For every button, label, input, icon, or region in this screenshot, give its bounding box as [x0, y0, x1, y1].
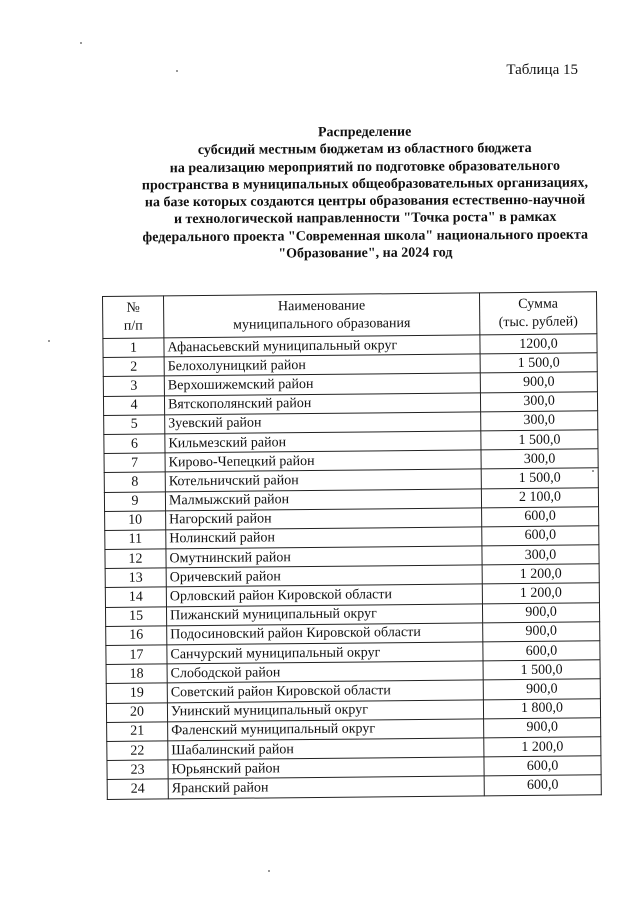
municipality-name: Юрьянский район [168, 757, 484, 779]
subsidy-amount: 600,0 [484, 756, 601, 776]
scan-speck [48, 340, 50, 342]
scan-speck [80, 42, 82, 44]
table-header-row [103, 292, 597, 339]
header-num-line1: № [126, 300, 140, 316]
row-number: 1 [103, 338, 164, 358]
header-sum [479, 292, 596, 335]
municipality-name: Зуевский район [165, 412, 481, 434]
header-num-line2: п/п [123, 318, 143, 334]
heading-line: субсидий местным бюджетам из областного бюджета [197, 141, 532, 159]
municipality-name: Шабалинский район [168, 738, 484, 760]
row-number: 16 [106, 626, 167, 646]
scan-speck [592, 470, 594, 472]
heading-line: федерального проекта "Современная школа" национального проекта [142, 227, 589, 246]
municipality-name: Вятскополянский район [164, 392, 480, 414]
subsidy-amount: 1 500,0 [481, 430, 598, 450]
row-number: 23 [107, 760, 168, 780]
row-number: 11 [105, 530, 166, 550]
subsidy-amount: 600,0 [482, 526, 599, 546]
subsidy-amount: 300,0 [481, 410, 598, 430]
header-sum-line2: (тыс. рублей) [498, 313, 578, 330]
subsidy-amount: 1200,0 [480, 334, 597, 354]
header-name-line2: муниципального образования [233, 315, 411, 333]
row-number: 15 [105, 607, 166, 627]
subsidy-amount: 900,0 [483, 622, 600, 642]
municipality-name: Унинский муниципальный округ [167, 699, 483, 721]
municipality-name: Слободской район [167, 661, 483, 683]
municipality-name: Орловский район Кировской области [166, 584, 482, 606]
scan-speck [176, 70, 178, 72]
municipality-name: Малмыжский район [165, 488, 481, 510]
municipality-name: Советский район Кировской области [167, 680, 483, 702]
subsidy-amount: 900,0 [482, 602, 599, 622]
heading-line: Распределение [317, 124, 412, 141]
subsidy-amount: 1 500,0 [480, 353, 597, 373]
subsidy-amount: 1 200,0 [484, 737, 601, 757]
table-number-label: Таблица 15 [506, 62, 578, 78]
municipality-name: Яранский район [168, 776, 484, 798]
header-name-line1: Наименование [277, 297, 366, 314]
row-number: 22 [107, 741, 168, 761]
subsidy-amount: 600,0 [484, 775, 601, 795]
row-number: 12 [105, 549, 166, 569]
header-name [164, 293, 480, 338]
subsidy-amount: 600,0 [483, 641, 600, 661]
subsidy-amount: 2 100,0 [481, 487, 598, 507]
row-number: 14 [105, 587, 166, 607]
municipality-name: Санчурский муниципальный округ [167, 642, 483, 664]
municipality-name: Афанасьевский муниципальный округ [164, 335, 480, 357]
subsidy-amount: 900,0 [480, 372, 597, 392]
municipality-name: Фаленский муниципальный округ [168, 719, 484, 741]
municipality-name: Нагорский район [166, 508, 482, 530]
subsidy-amount: 300,0 [481, 449, 598, 469]
table-row [107, 775, 601, 799]
heading-line: на базе которых создаются центры образования естественно-научной [144, 192, 586, 211]
subsidy-amount: 900,0 [483, 679, 600, 699]
scan-speck [268, 870, 270, 872]
subsidy-amount: 300,0 [480, 391, 597, 411]
header-sum-line1: Сумма [518, 296, 558, 312]
document-heading [100, 122, 630, 264]
subsidy-amount: 1 200,0 [482, 564, 599, 584]
subsidy-amount: 1 500,0 [483, 660, 600, 680]
municipality-name: Омутнинский район [166, 546, 482, 568]
header-num [103, 296, 164, 339]
subsidy-amount: 600,0 [482, 506, 599, 526]
municipality-name: Верхошижемский район [164, 373, 480, 395]
subsidy-amount: 1 500,0 [481, 468, 598, 488]
municipality-name: Пижанский муниципальный округ [166, 603, 482, 625]
row-number: 13 [105, 568, 166, 588]
subsidy-table [102, 291, 602, 799]
heading-line: пространства в муниципальных общеобразовательных организациях, [141, 175, 589, 194]
heading-line: и технологической направленности "Точка роста" в рамках [173, 210, 557, 228]
row-number: 20 [106, 702, 167, 722]
heading-line: на реализацию мероприятий по подготовке образовательного [169, 158, 560, 176]
subsidy-amount: 300,0 [482, 545, 599, 565]
row-number: 10 [105, 511, 166, 531]
municipality-name: Котельничский район [165, 469, 481, 491]
subsidy-amount: 900,0 [484, 717, 601, 737]
row-number: 3 [103, 376, 164, 396]
table-container [102, 291, 602, 799]
row-number: 6 [104, 434, 165, 454]
municipality-name: Кильмезский район [165, 431, 481, 453]
row-number: 17 [106, 645, 167, 665]
table-body [103, 334, 601, 799]
municipality-name: Кирово-Чепецкий район [165, 450, 481, 472]
row-number: 21 [107, 722, 168, 742]
row-number: 5 [104, 415, 165, 435]
municipality-name: Оричевский район [166, 565, 482, 587]
row-number: 18 [106, 664, 167, 684]
municipality-name: Белохолуницкий район [164, 354, 480, 376]
heading-line: "Образование", на 2024 год [278, 245, 453, 262]
row-number: 2 [103, 357, 164, 377]
row-number: 19 [106, 683, 167, 703]
row-number: 9 [104, 491, 165, 511]
subsidy-amount: 1 200,0 [482, 583, 599, 603]
municipality-name: Нолинский район [166, 527, 482, 549]
row-number: 24 [107, 779, 168, 799]
row-number: 7 [104, 453, 165, 473]
row-number: 8 [104, 472, 165, 492]
row-number: 4 [103, 395, 164, 415]
subsidy-amount: 1 800,0 [483, 698, 600, 718]
municipality-name: Подосиновский район Кировской области [167, 623, 483, 645]
